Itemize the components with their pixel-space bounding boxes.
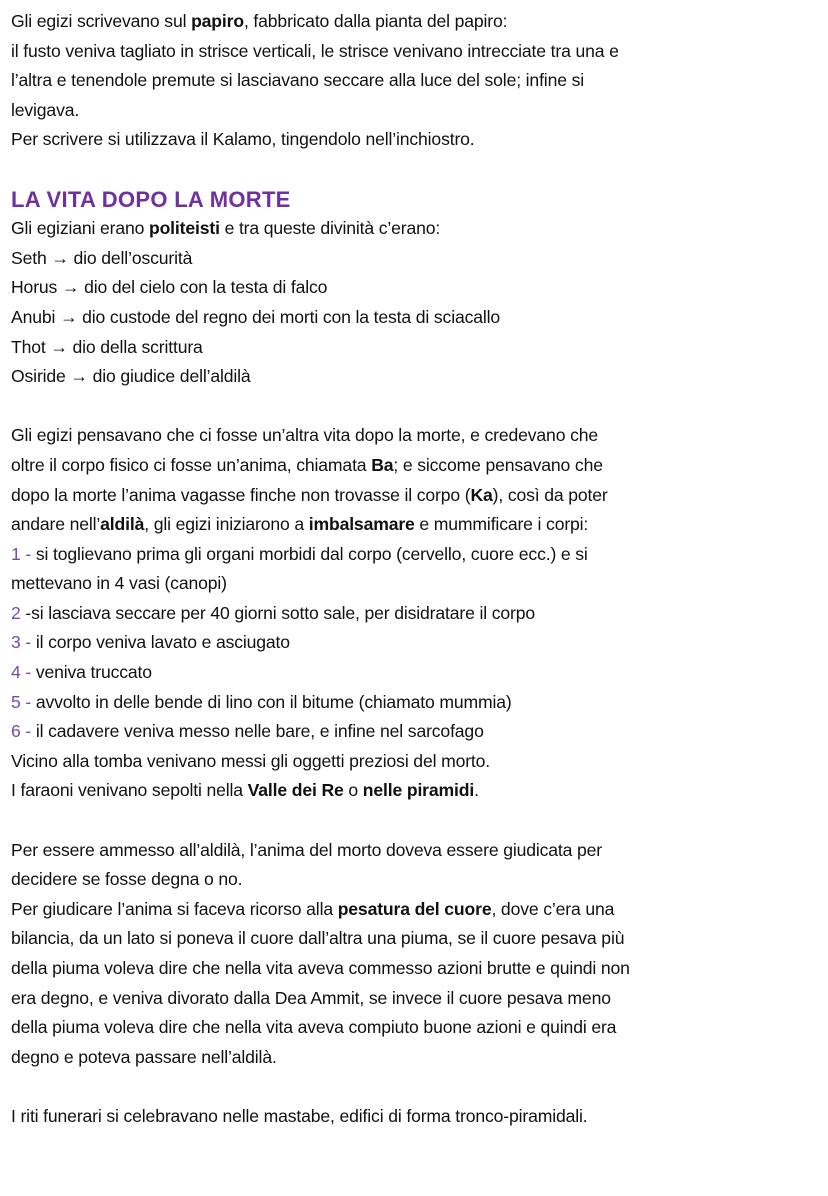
text-segment: il corpo veniva lavato e asciugato (31, 632, 290, 653)
text-line (11, 836, 828, 866)
text-segment: della piuma voleva dire che nella vita aveva compiuto buone azioni e quindi era (11, 1017, 617, 1038)
text-segment: , gli egizi iniziarono a (144, 514, 309, 535)
bold-term: pesatura del cuore (337, 898, 492, 919)
bold-term: Valle dei Re (247, 780, 344, 801)
text-segment: Gli egizi scrivevano sul (11, 11, 192, 31)
text-segment: Thot → dio della scrittura (11, 336, 203, 357)
document-body (11, 7, 828, 1132)
text-segment: Seth → dio dell’oscurità (11, 247, 193, 268)
bold-term: Ka (470, 484, 493, 505)
text-segment: mettevano in 4 vasi (canopi) (11, 573, 227, 594)
text-segment: , dove c’era una (491, 898, 615, 919)
text-segment: era degno, e veniva divorato dalla Dea Ammit, se invece il cuore pesava meno (11, 987, 611, 1008)
text-line (11, 924, 828, 954)
text-segment: Per scrivere si utilizzava il Kalamo, tingendolo nell’inchiostro. (11, 129, 475, 150)
text-segment: I riti funerari si celebravano nelle mastabe, edifici di forma tronco-piramidali. (11, 1105, 588, 1126)
text-segment: l’altra e tenendole premute si lasciavano seccare alla luce del sole; infine si (11, 70, 584, 91)
text-line (11, 984, 828, 1014)
step-number: 1 - (11, 543, 32, 564)
text-line (11, 273, 828, 303)
text-segment: della piuma voleva dire che nella vita aveva commesso azioni brutte e quindi non (11, 958, 630, 978)
step-number: 3 - (11, 632, 32, 653)
text-segment: Gli egiziani erano (11, 218, 149, 239)
text-line (11, 451, 828, 481)
text-line (11, 658, 828, 688)
bold-term: aldilà (100, 514, 145, 535)
text-segment: Horus → dio del cielo con la testa di falco (11, 277, 328, 298)
step-number: 5 - (11, 691, 32, 712)
text-line (11, 333, 828, 363)
text-segment: e tra queste divinità c’erano: (219, 218, 441, 239)
text-segment: -si lasciava seccare per 40 giorni sotto sale, per disidratare il corpo (20, 602, 535, 623)
text-line (11, 717, 828, 747)
text-segment: oltre il corpo fisico ci fosse un’anima, chiamata (11, 454, 372, 475)
text-segment: e mummificare i corpi: (414, 514, 589, 535)
bold-term: nelle piramidi (362, 780, 475, 801)
text-line (11, 954, 828, 984)
text-line (11, 1043, 828, 1073)
text-line (11, 37, 828, 67)
text-segment: il cadavere veniva messo nelle bare, e infine nel sarcofago (31, 721, 484, 742)
text-segment: Gli egizi pensavano che ci fosse un’altra vita dopo la morte, e credevano che (11, 425, 598, 446)
text-line (11, 599, 828, 629)
text-line (11, 865, 828, 895)
text-line (11, 303, 828, 333)
text-line (11, 1013, 828, 1043)
text-segment: dopo la morte l’anima vagasse finche non trovasse il corpo ( (11, 484, 471, 505)
text-segment: , fabbricato dalla pianta del papiro: (243, 11, 508, 31)
text-segment: bilancia, da un lato si poneva il cuore dall’altra una piuma, se il cuore pesava più (11, 928, 625, 949)
text-segment: Per essere ammesso all’aldilà, l’anima del morto doveva essere giudicata per (11, 839, 602, 860)
text-line (11, 125, 828, 155)
bold-term: politeisti (148, 218, 220, 239)
bold-term: papiro (191, 11, 244, 31)
text-segment: veniva truccato (31, 662, 152, 683)
text-segment: il fusto veniva tagliato in strisce verticali, le strisce venivano intrecciate tra una e (11, 40, 619, 61)
text-segment: ), così da poter (492, 484, 608, 505)
text-line (11, 540, 828, 570)
heading-text: LA VITA DOPO LA MORTE (11, 186, 291, 212)
text-segment: andare nell’ (11, 514, 101, 535)
text-line (11, 1102, 828, 1132)
text-line (11, 481, 828, 511)
text-segment: Per giudicare l’anima si faceva ricorso alla (11, 898, 338, 919)
bold-term: Ba (371, 454, 394, 475)
text-line (11, 776, 828, 806)
text-segment: Anubi → dio custode del regno dei morti con la testa di sciacallo (11, 306, 501, 327)
text-line (11, 96, 828, 126)
text-line (11, 421, 828, 451)
text-line (11, 244, 828, 274)
text-line (11, 895, 828, 925)
step-number: 6 - (11, 721, 32, 742)
text-segment: o (343, 780, 363, 801)
blank-line (11, 155, 828, 185)
step-number: 4 - (11, 662, 32, 683)
section-heading (11, 185, 828, 215)
bold-term: imbalsamare (308, 514, 415, 535)
text-line (11, 66, 828, 96)
text-line (11, 747, 828, 777)
text-segment: decidere se fosse degna o no. (11, 869, 243, 890)
text-segment: ; e siccome pensavano che (393, 454, 603, 475)
text-line (11, 688, 828, 718)
text-line (11, 569, 828, 599)
text-segment: . (474, 780, 479, 801)
text-segment: levigava. (11, 99, 80, 120)
blank-line (11, 392, 828, 422)
text-segment: Osiride → dio giudice dell’aldilà (11, 366, 251, 387)
text-segment: si toglievano prima gli organi morbidi dal corpo (cervello, cuore ecc.) e si (31, 543, 588, 564)
text-segment: Vicino alla tomba venivano messi gli oggetti preziosi del morto. (11, 750, 491, 771)
text-segment: avvolto in delle bende di lino con il bitume (chiamato mummia) (31, 691, 512, 712)
text-segment: degno e poteva passare nell’aldilà. (11, 1046, 277, 1067)
blank-line (11, 806, 828, 836)
text-segment: I faraoni venivano sepolti nella (11, 780, 248, 801)
text-line (11, 362, 828, 392)
text-line (11, 7, 828, 37)
step-number: 2 (11, 602, 21, 623)
text-line (11, 628, 828, 658)
text-line (11, 214, 828, 244)
blank-line (11, 1072, 828, 1102)
text-line (11, 510, 828, 540)
